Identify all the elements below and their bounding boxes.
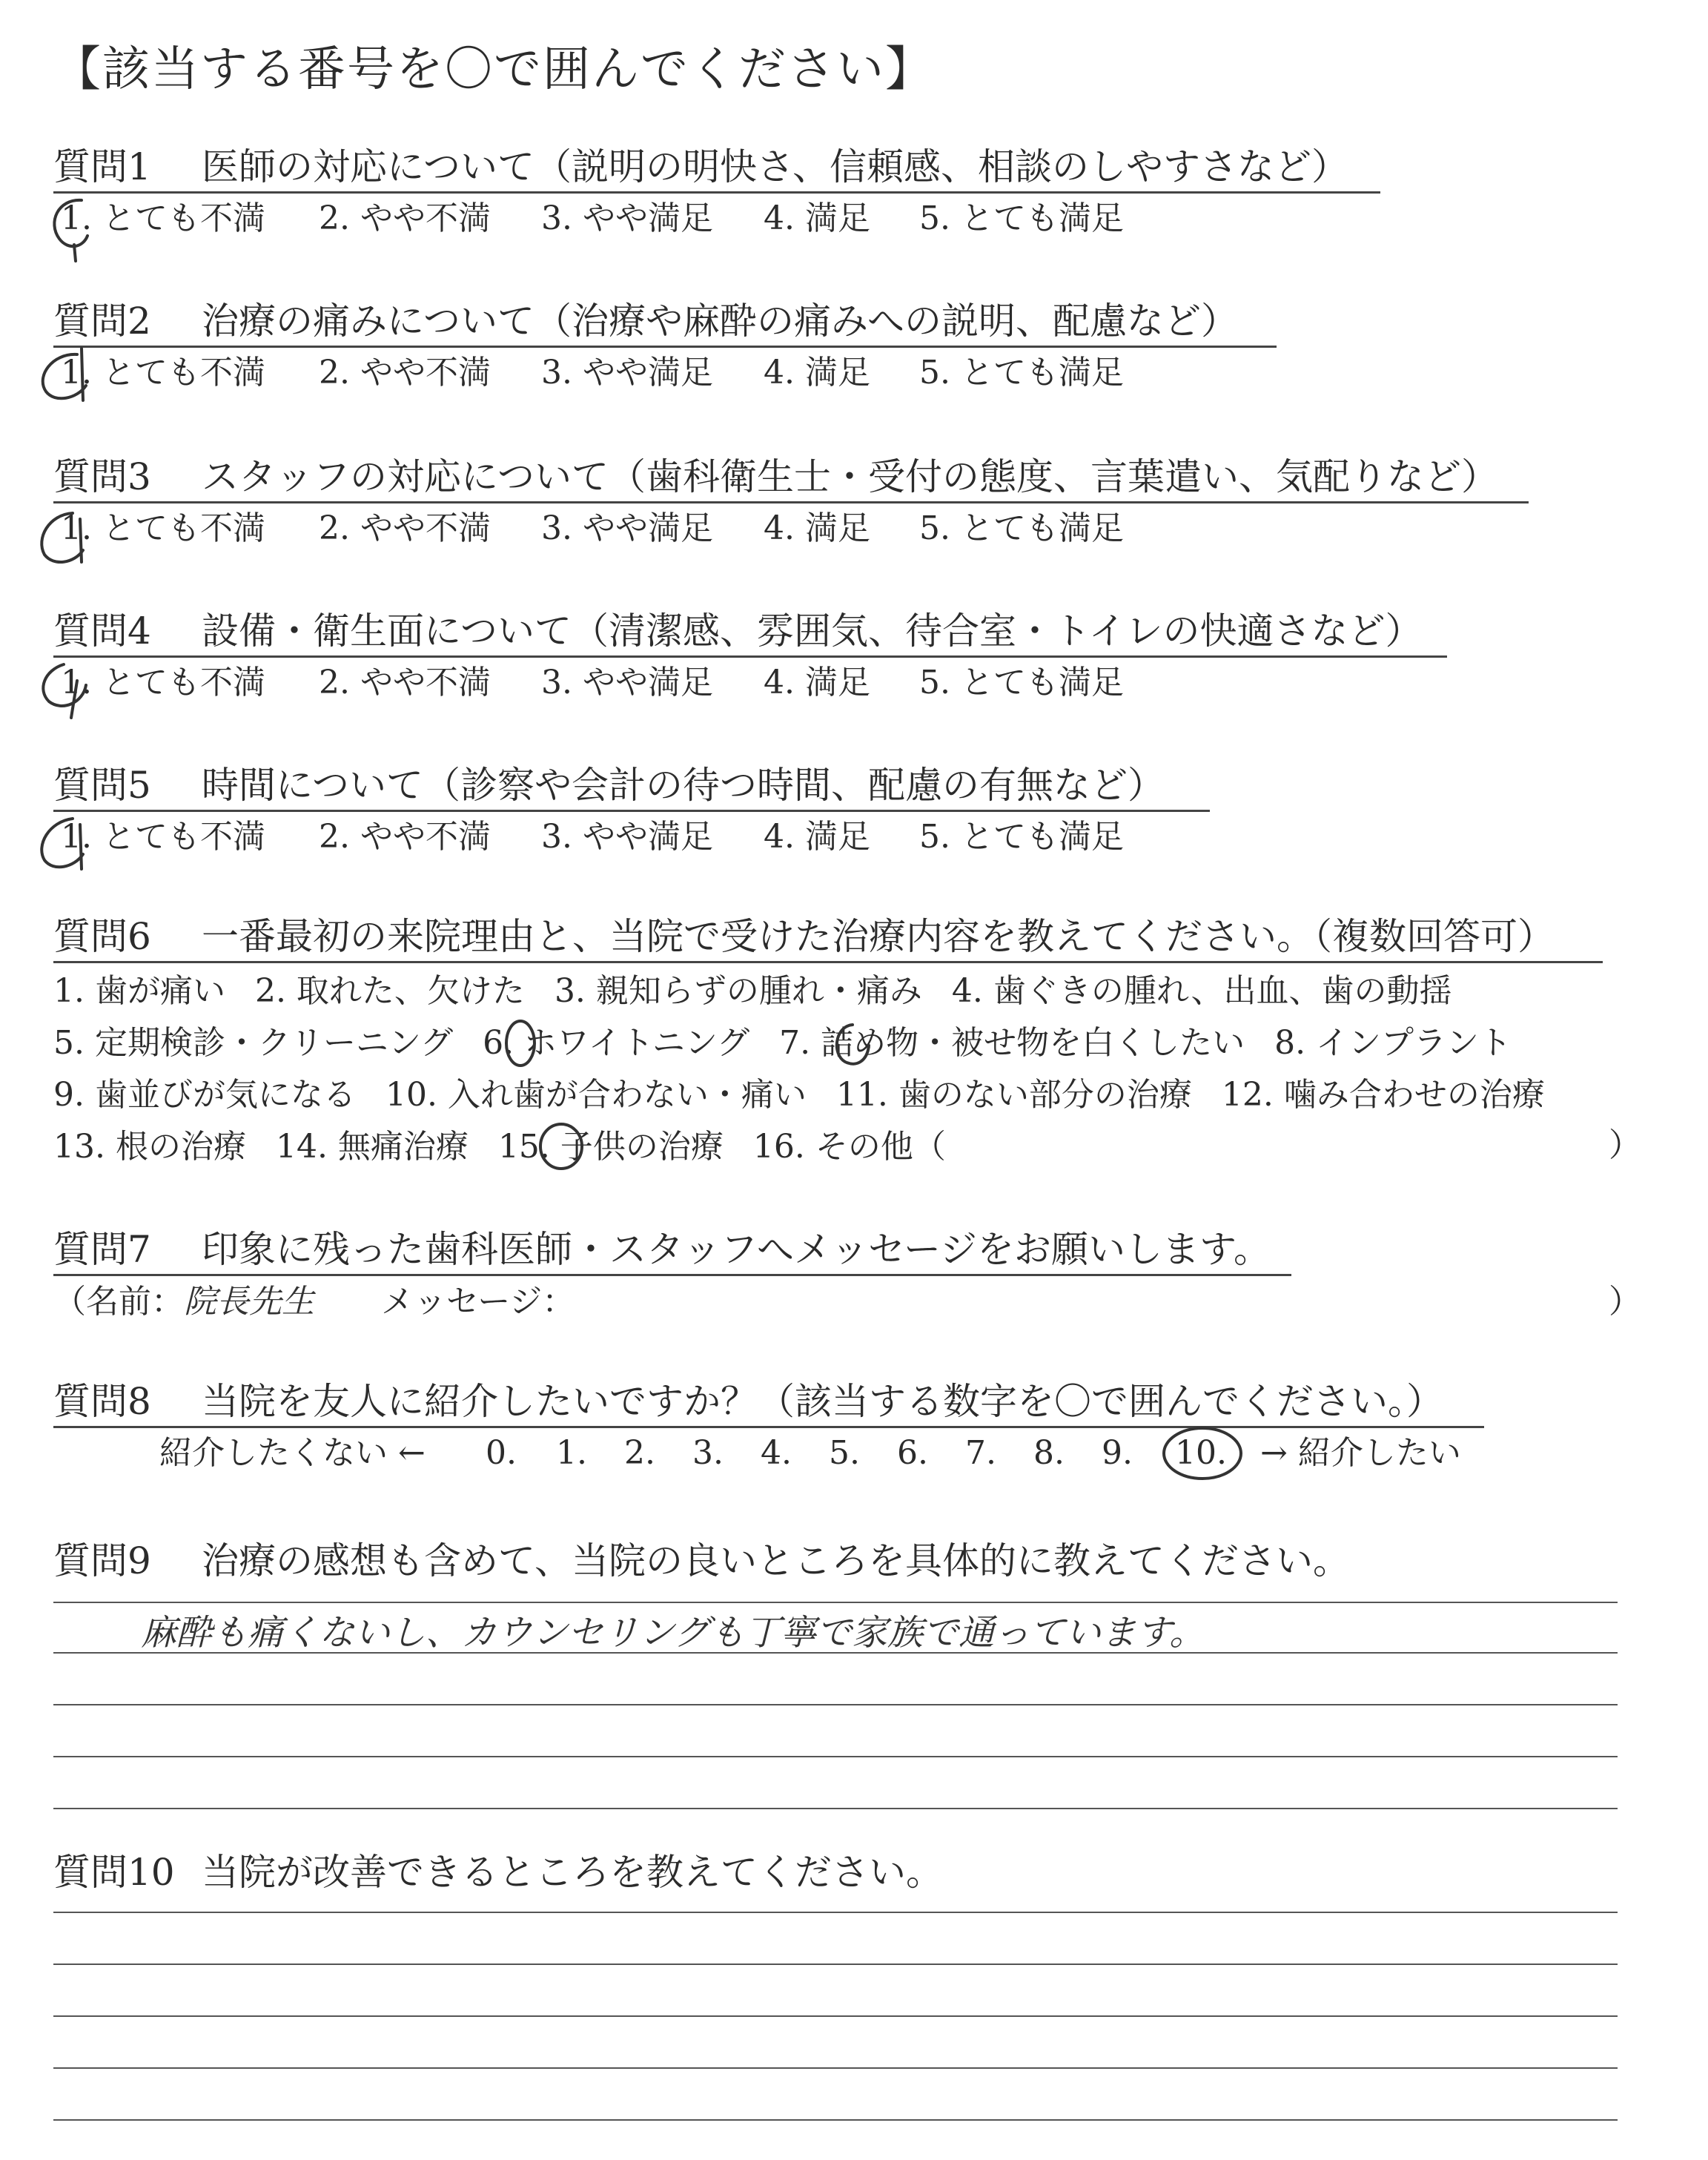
- question-1-underline: [53, 191, 1380, 194]
- question-5-underline: [53, 810, 1210, 812]
- option-1[interactable]: 1. とても不満: [61, 354, 265, 392]
- q8-scale-1[interactable]: 1.: [556, 1434, 587, 1472]
- option-1[interactable]: 1. とても不満: [61, 818, 265, 856]
- question-text: 印象に残った歯科医師・スタッフへメッセージをお願いします。: [202, 1228, 1271, 1271]
- question-text: 時間について（診察や会計の待つ時間、配慮の有無など）: [202, 764, 1165, 807]
- q8-scale-10[interactable]: 10.: [1175, 1434, 1227, 1472]
- q8-left-label: 紹介したくない ←: [159, 1434, 426, 1472]
- q6-other-close-paren: ）: [1609, 1126, 1641, 1164]
- answer-line: [53, 1912, 1618, 1913]
- q6-option[interactable]: 2. 取れた、欠けた: [254, 972, 525, 1010]
- q8-right-label: → 紹介したい: [1260, 1434, 1461, 1472]
- question-number: 質問7: [53, 1228, 151, 1271]
- question-text: 設備・衛生面について（清潔感、雰囲気、待合室・トイレの快適さなど）: [202, 610, 1423, 653]
- option-4[interactable]: 4. 満足: [764, 818, 870, 856]
- q6-option[interactable]: 15. 子供の治療: [497, 1128, 724, 1166]
- q8-scale-7[interactable]: 7.: [965, 1434, 996, 1472]
- question-7-heading: [53, 1223, 1271, 1275]
- option-5[interactable]: 5. とても満足: [919, 354, 1124, 392]
- option-4[interactable]: 4. 満足: [764, 354, 870, 392]
- q8-scale-9[interactable]: 9.: [1102, 1434, 1133, 1472]
- q6-option[interactable]: 12. 噛み合わせの治療: [1221, 1076, 1545, 1114]
- option-4[interactable]: 4. 満足: [764, 199, 870, 237]
- answer-line: [53, 1704, 1618, 1705]
- q7-close-paren: ）: [1609, 1283, 1641, 1321]
- question-5-heading: [53, 759, 1165, 811]
- question-6-underline: [53, 961, 1603, 963]
- option-5[interactable]: 5. とても満足: [919, 664, 1124, 701]
- option-4[interactable]: 4. 満足: [764, 664, 870, 701]
- question-number: 質問3: [53, 455, 151, 498]
- option-3[interactable]: 3. やや満足: [541, 199, 713, 237]
- question-text: 治療の感想も含めて、当院の良いところを具体的に教えてください。: [202, 1539, 1350, 1582]
- option-3[interactable]: 3. やや満足: [541, 664, 713, 701]
- question-3-heading: [53, 451, 1498, 503]
- q6-option[interactable]: 16. その他（: [752, 1128, 946, 1166]
- q6-option[interactable]: 6. ホワイトニング: [483, 1024, 750, 1062]
- question-number: 質問2: [53, 300, 151, 343]
- q8-scale-2[interactable]: 2.: [624, 1434, 655, 1472]
- message-label: メッセージ：: [381, 1283, 575, 1321]
- question-text: 当院が改善できるところを教えてください。: [202, 1851, 943, 1894]
- answer-line: [53, 1808, 1618, 1809]
- q6-option[interactable]: 11. 歯のない部分の治療: [835, 1076, 1192, 1114]
- option-2[interactable]: 2. やや不満: [319, 664, 491, 701]
- q6-option[interactable]: 3. 親知らずの腫れ・痛み: [554, 972, 922, 1010]
- q9-handwritten-answer[interactable]: 麻酔も痛くないし、カウンセリングも丁寧で家族で通っています。: [141, 1612, 1205, 1654]
- question-10-heading: [53, 1846, 943, 1898]
- question-7-underline: [53, 1274, 1291, 1276]
- page-title: 【該当する番号を〇で囲んでください】: [53, 42, 934, 97]
- answer-line: [53, 2015, 1618, 2017]
- q8-scale-0[interactable]: 0.: [486, 1434, 517, 1472]
- q6-option[interactable]: 14. 無痛治療: [275, 1128, 469, 1166]
- option-2[interactable]: 2. やや不満: [319, 509, 491, 547]
- question-6-heading: [53, 911, 1555, 962]
- question-number: 質問9: [53, 1539, 151, 1582]
- answer-line: [53, 2067, 1618, 2069]
- question-number: 質問4: [53, 610, 151, 653]
- q6-option[interactable]: 5. 定期検診・クリーニング: [53, 1024, 454, 1062]
- q8-scale-8[interactable]: 8.: [1033, 1434, 1065, 1472]
- question-2-underline: [53, 346, 1277, 348]
- question-number: 質問10: [53, 1851, 175, 1894]
- question-9-heading: [53, 1535, 1350, 1587]
- option-2[interactable]: 2. やや不満: [319, 354, 491, 392]
- q6-row-2: [53, 1020, 1541, 1067]
- option-2[interactable]: 2. やや不満: [319, 199, 491, 237]
- option-3[interactable]: 3. やや満足: [541, 509, 713, 547]
- q6-row-1: [53, 968, 1482, 1015]
- name-label: （名前：: [53, 1283, 184, 1321]
- question-2-heading: [53, 295, 1238, 347]
- q8-scale-5[interactable]: 5.: [829, 1434, 860, 1472]
- q6-option[interactable]: 4. 歯ぐきの腫れ、出血、歯の動揺: [951, 972, 1452, 1010]
- q6-option[interactable]: 9. 歯並びが気になる: [53, 1076, 356, 1114]
- q6-option[interactable]: 8. インプラント: [1274, 1024, 1512, 1062]
- q6-row-3: [53, 1071, 1575, 1119]
- answer-line: [53, 1652, 1618, 1654]
- q8-scale-3[interactable]: 3.: [692, 1434, 724, 1472]
- answer-line: [53, 2119, 1618, 2121]
- question-number: 質問5: [53, 764, 151, 807]
- question-text: 一番最初の来院理由と、当院で受けた治療内容を教えてください。（複数回答可）: [202, 915, 1555, 958]
- option-3[interactable]: 3. やや満足: [541, 354, 713, 392]
- option-5[interactable]: 5. とても満足: [919, 199, 1124, 237]
- option-5[interactable]: 5. とても満足: [919, 818, 1124, 856]
- answer-line: [53, 1964, 1618, 1965]
- question-1-heading: [53, 141, 1348, 193]
- answer-line: [53, 1602, 1618, 1603]
- option-3[interactable]: 3. やや満足: [541, 818, 713, 856]
- question-8-heading: [53, 1375, 1443, 1427]
- question-text: 医師の対応について（説明の明快さ、信頼感、相談のしやすさなど）: [202, 145, 1348, 188]
- question-number: 質問6: [53, 915, 151, 958]
- answer-line: [53, 1756, 1618, 1757]
- question-text: スタッフの対応について（歯科衛生士・受付の態度、言葉遣い、気配りなど）: [202, 455, 1498, 498]
- q6-option[interactable]: 13. 根の治療: [53, 1128, 246, 1166]
- name-handwritten[interactable]: 院長先生: [184, 1283, 314, 1321]
- question-number: 質問1: [53, 145, 151, 188]
- question-4-underline: [53, 655, 1447, 658]
- option-5[interactable]: 5. とても満足: [919, 509, 1124, 547]
- question-8-underline: [53, 1426, 1484, 1428]
- question-text: 治療の痛みについて（治療や麻酔の痛みへの説明、配慮など）: [202, 300, 1238, 343]
- option-1[interactable]: 1. とても不満: [61, 509, 265, 547]
- q6-option[interactable]: 7. 詰め物・被せ物を白くしたい: [779, 1024, 1245, 1062]
- option-1[interactable]: 1. とても不満: [61, 664, 265, 701]
- q6-option[interactable]: 1. 歯が痛い: [53, 972, 225, 1010]
- question-4-heading: [53, 605, 1423, 657]
- q6-row-4: [53, 1123, 976, 1171]
- question-number: 質問8: [53, 1380, 151, 1423]
- q7-answer-row: [53, 1280, 575, 1324]
- option-1[interactable]: 1. とても不満: [61, 199, 265, 237]
- q6-option[interactable]: 10. 入れ歯が合わない・痛い: [385, 1076, 807, 1114]
- question-text: 当院を友人に紹介したいですか？（該当する数字を〇で囲んでください。）: [202, 1380, 1443, 1423]
- question-3-underline: [53, 501, 1529, 503]
- q8-scale-4[interactable]: 4.: [761, 1434, 792, 1472]
- option-4[interactable]: 4. 満足: [764, 509, 870, 547]
- q8-scale-6[interactable]: 6.: [897, 1434, 928, 1472]
- option-2[interactable]: 2. やや不満: [319, 818, 491, 856]
